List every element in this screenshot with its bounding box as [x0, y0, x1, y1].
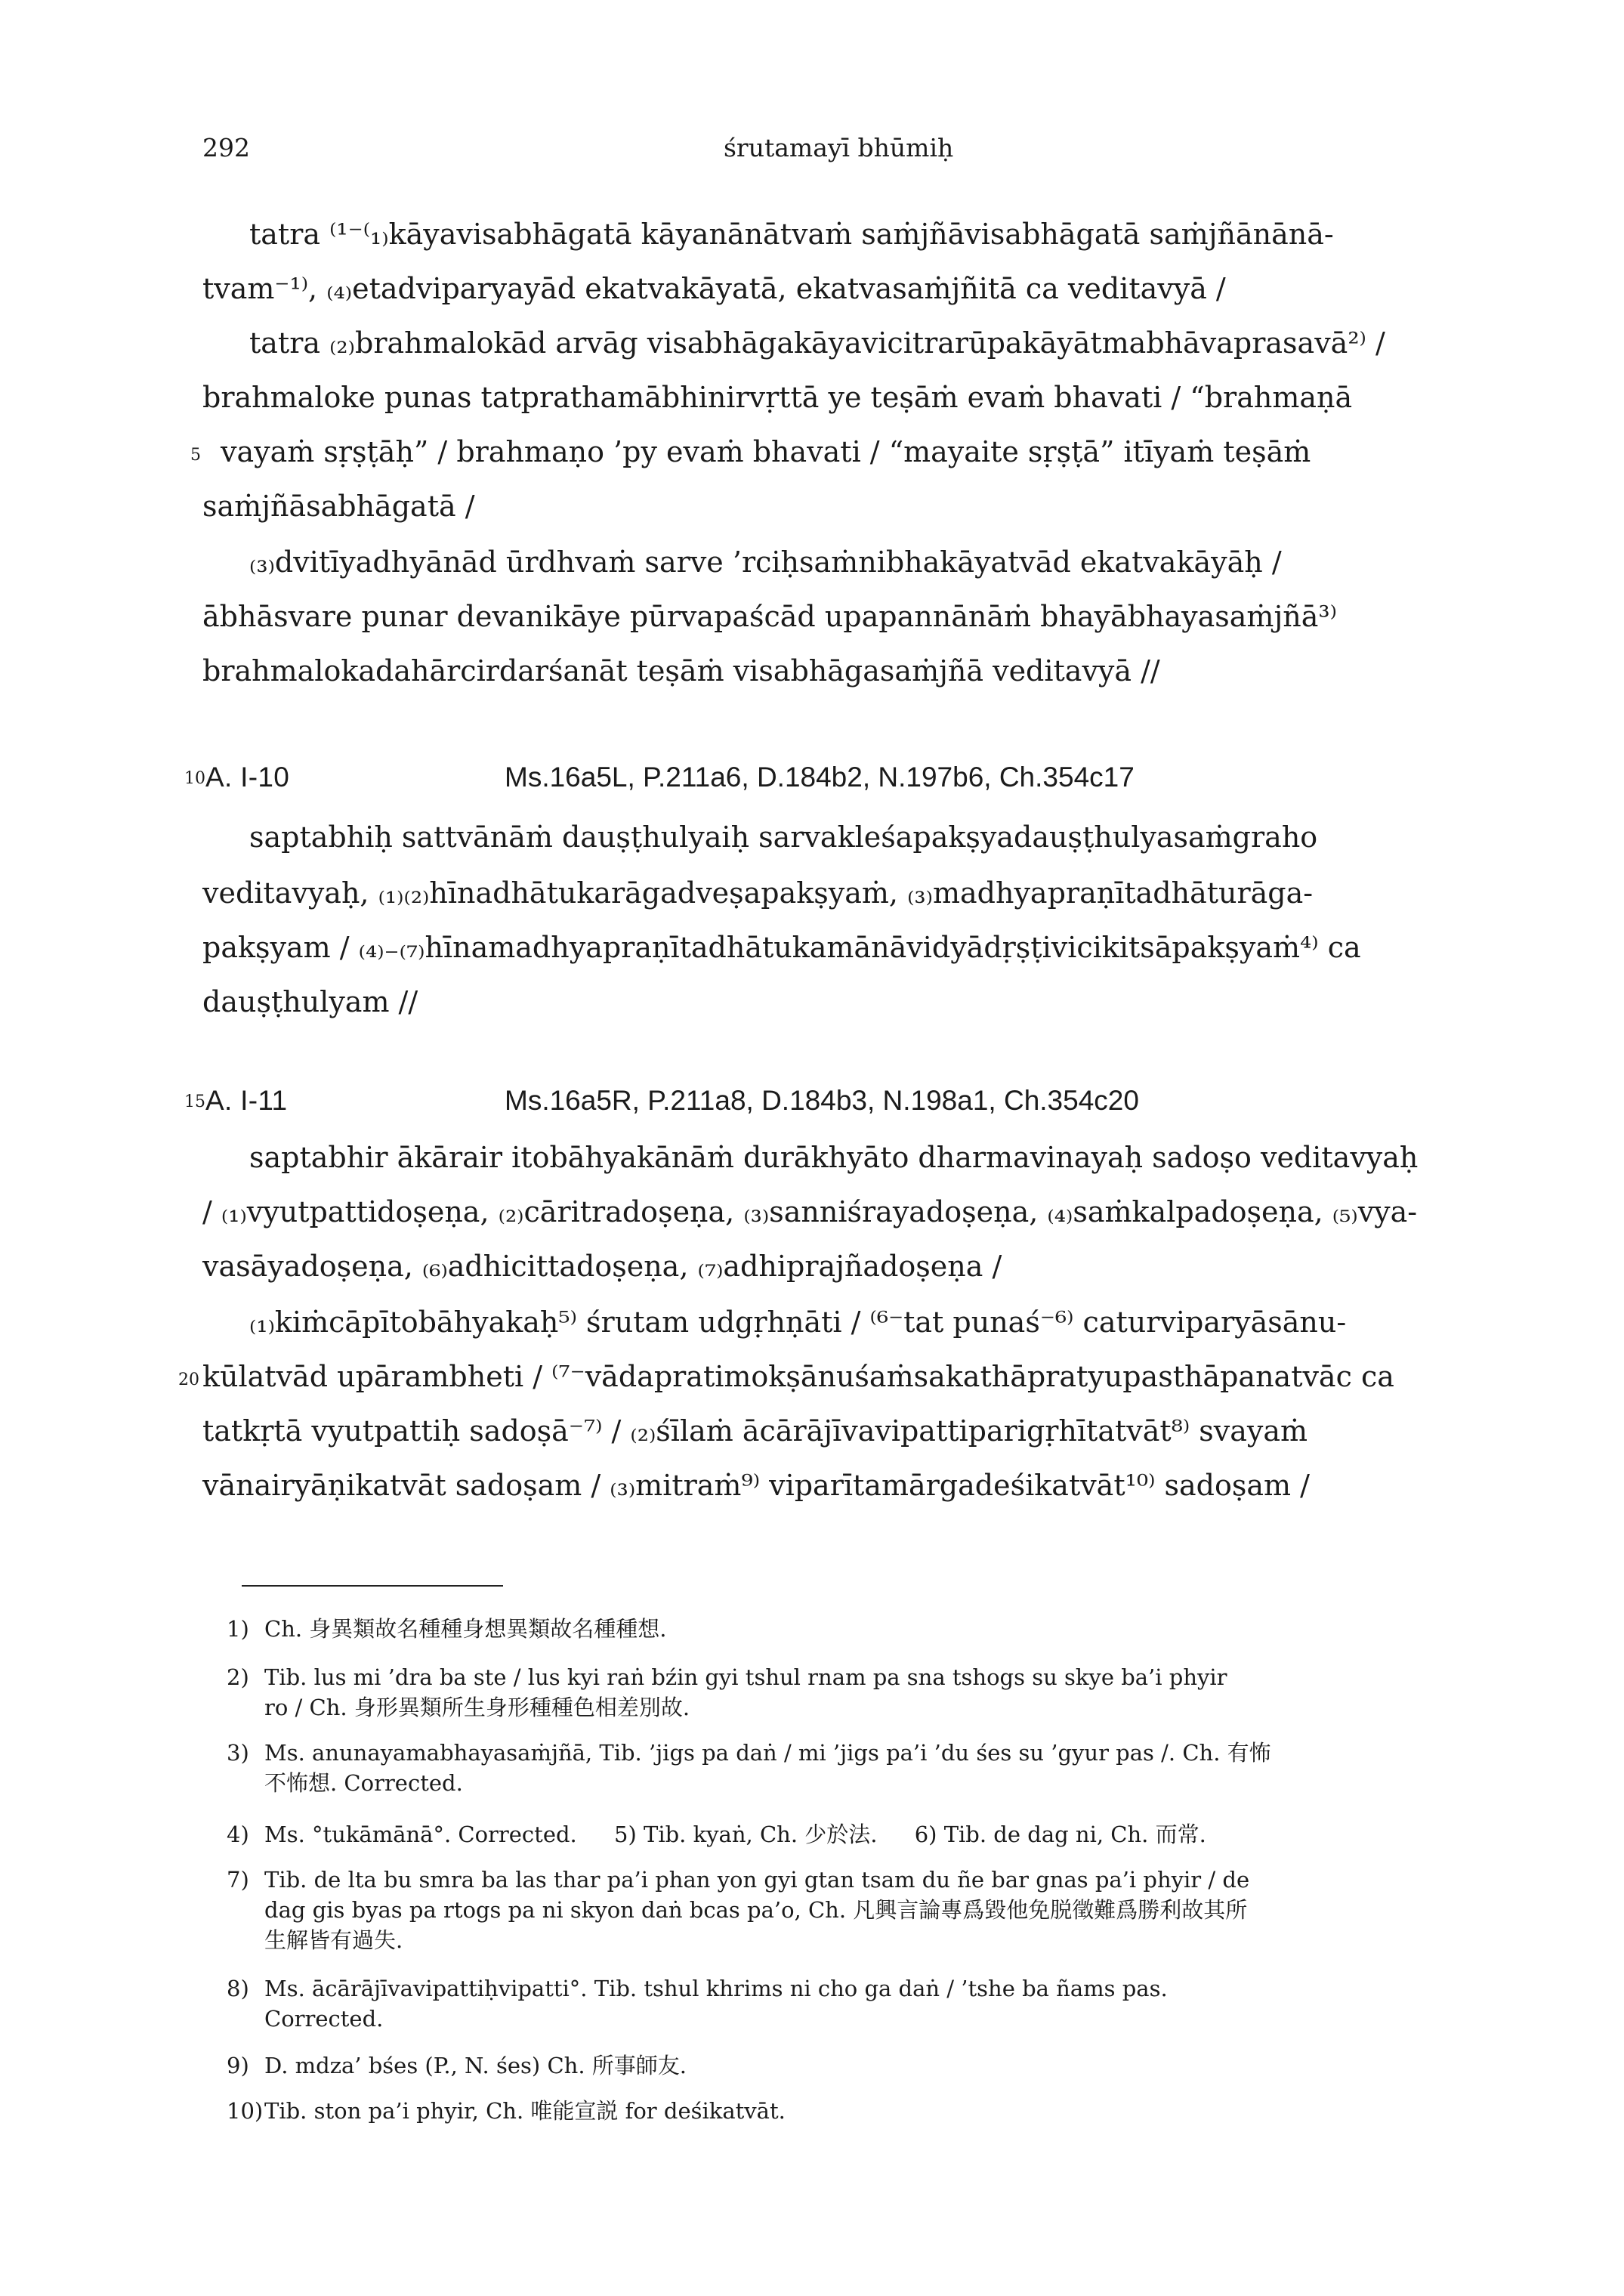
footnote-text: Tib. de lta bu smra ba las thar pa’i phan yon gyi gtan tsam du ñe bar gnas pa’i phyir / de — [264, 1867, 1250, 1893]
text-line: pakṣyam / ₍₄₎₋₍₇₎hīnamadhyapraṇītadhātukamānāvidyādṛṣṭivicikitsāpakṣyaṁ⁴⁾ ca — [202, 931, 1361, 964]
footnote-text: Ms. anunayamabhayasaṁjñā, Tib. ’jigs pa daṅ / mi ’jigs pa’i ’du śes su ’gyur pas /. Ch. 有怖 — [264, 1740, 1271, 1766]
footnote-text: 不怖想. Corrected. — [264, 1770, 463, 1796]
footnote-10 — [227, 2096, 1450, 2126]
text-line: ₍₁₎kiṁcāpītobāhyakaḥ⁵⁾ śrutam udgṛhṇāti / ⁽⁶⁻tat punaś⁻⁶⁾ caturviparyāsānu- — [249, 1306, 1347, 1339]
footnote-text: Ch. 身異類故名種種身想異類故名種種想. — [264, 1616, 667, 1642]
footnote-number: 7) — [227, 1867, 249, 1893]
footnote-number: 9) — [227, 2053, 249, 2078]
text-line: / ₍₁₎vyutpattidoṣeṇa, ₍₂₎cāritradoṣeṇa, ₍₃₎sanniśrayadoṣeṇa, ₍₄₎saṁkalpadoṣeṇa, ₍₅₎vya- — [202, 1195, 1418, 1228]
footnote-8 — [227, 1973, 1450, 2034]
text-line: ₍₃₎dvitīyadhyānād ūrdhvaṁ sarve ’rciḥsaṁnibhakāyatvād ekatvakāyāḥ / — [249, 545, 1282, 579]
page-number: 292 — [202, 133, 250, 162]
footnote-text: ro / Ch. 身形異類所生身形種種色相差別故. — [264, 1695, 690, 1720]
footnote-text: D. mdza’ bśes (P., N. śes) Ch. 所事師友. — [264, 2053, 687, 2078]
footnote-number: 8) — [227, 1976, 249, 2001]
section-reference: Ms.16a5L, P.211a6, D.184b2, N.197b6, Ch.354c17 — [505, 762, 1135, 793]
footnote-text: dag gis byas pa rtogs pa ni skyon daṅ bcas pa’o, Ch. 凡興言論專爲毀他免脱徵難爲勝利故其所 — [264, 1897, 1248, 1923]
footnote-text: Ms. ācārājīvavipattiḥvipatti°. Tib. tshul khrims ni cho ga daṅ / ’tshe ba ñams pas. — [264, 1976, 1168, 2001]
text-line: saptabhiḥ sattvānāṁ dauṣṭhulyaiḥ sarvakleśapakṣyadauṣṭhulyasaṁgraho — [249, 820, 1318, 854]
line-number: 20 — [178, 1370, 199, 1389]
line-number: 15 — [184, 1092, 205, 1111]
section-label: A. I-10 — [205, 762, 290, 793]
footnote-text: Tib. lus mi ’dra ba ste / lus kyi raṅ bźin gyi tshul rnam pa sna tshogs su skye ba’i phyir — [264, 1664, 1227, 1690]
footnote-2 — [227, 1662, 1450, 1723]
footnote-number: 4) — [227, 1822, 249, 1847]
text-line: kūlatvād upārambheti / ⁽⁷⁻vādapratimokṣānuśaṁsakathāpratyupasthāpanatvāc ca — [202, 1360, 1394, 1393]
line-number: 5 — [190, 446, 201, 465]
text-line: tatra ⁽¹⁻⁽₁₎kāyavisabhāgatā kāyanānātvaṁ saṁjñāvisabhāgatā saṁjñānānā- — [249, 218, 1334, 251]
text-line: vānairyāṇikatvāt sadoṣam / ₍₃₎mitraṁ⁹⁾ viparītamārgadeśikatvāt¹⁰⁾ sadoṣam / — [202, 1469, 1310, 1502]
footnote-rule — [242, 1585, 503, 1587]
text-line: saptabhir ākārair itobāhyakānāṁ durākhyāto dharmavinayaḥ sadoṣo veditavyaḥ — [249, 1141, 1419, 1174]
footnote-7 — [227, 1865, 1450, 1955]
footnote-text: 生解皆有過失. — [264, 1927, 403, 1953]
footnote-4-6 — [227, 1819, 1450, 1849]
footnote-9 — [227, 2050, 1450, 2081]
footnote-number: 5) — [614, 1822, 637, 1847]
section-label: A. I-11 — [205, 1085, 288, 1116]
text-line: vayaṁ sṛṣṭāḥ” / brahmaṇo ’py evaṁ bhavati / “mayaite sṛṣṭā” itīyaṁ teṣāṁ — [221, 435, 1311, 468]
text-line: ābhāsvare punar devanikāye pūrvapaścād upapannānāṁ bhayābhayasaṁjñā³⁾ — [202, 600, 1337, 633]
text-line: dauṣṭhulyam // — [202, 985, 418, 1018]
text-line: vasāyadoṣeṇa, ₍₆₎adhicittadoṣeṇa, ₍₇₎adhiprajñadoṣeṇa / — [202, 1250, 1002, 1283]
footnote-number: 2) — [227, 1664, 249, 1690]
text-line: tatra ₍₂₎brahmalokād arvāg visabhāgakāyavicitrarūpakāyātmabhāvaprasavā²⁾ / — [249, 326, 1385, 360]
text-line: brahmaloke punas tatprathamābhinirvṛttā ye teṣāṁ evaṁ bhavati / “brahmaṇā — [202, 381, 1353, 414]
running-title: śrutamayī bhūmiḥ — [724, 133, 954, 162]
footnote-text: Tib. de dag ni, Ch. 而常. — [943, 1822, 1206, 1847]
footnote-text: Tib. ston pa’i phyir, Ch. 唯能宣説 for deśikatvāt. — [264, 2098, 786, 2124]
footnote-3 — [227, 1738, 1450, 1798]
footnote-number: 10) — [227, 2098, 264, 2124]
text-line: saṁjñāsabhāgatā / — [202, 490, 475, 523]
text-line: brahmalokadahārcirdarśanāt teṣāṁ visabhāgasaṁjñā veditavyā // — [202, 654, 1160, 688]
footnote-text: Tib. kyaṅ, Ch. 少於法. — [643, 1822, 878, 1847]
footnote-number: 6) — [914, 1822, 937, 1847]
text-line: tvam⁻¹⁾, ₍₄₎etadviparyayād ekatvakāyatā, ekatvasaṁjñitā ca veditavyā / — [202, 272, 1226, 305]
footnote-number: 1) — [227, 1616, 249, 1642]
footnote-1 — [227, 1614, 1450, 1644]
text-line: veditavyaḥ, ₍₁₎₍₂₎hīnadhātukarāgadveṣapakṣyaṁ, ₍₃₎madhyapraṇītadhāturāga- — [202, 876, 1314, 910]
text-line: tatkṛtā vyutpattiḥ sadoṣā⁻⁷⁾ / ₍₂₎śīlaṁ ācārājīvavipattiparigṛhītatvāt⁸⁾ svayaṁ — [202, 1414, 1308, 1448]
footnote-number: 3) — [227, 1740, 249, 1766]
footnote-text: Ms. °tukāmānā°. Corrected. — [264, 1822, 577, 1847]
line-number: 10 — [184, 769, 205, 788]
section-reference: Ms.16a5R, P.211a8, D.184b3, N.198a1, Ch.354c20 — [505, 1085, 1139, 1116]
footnote-text: Corrected. — [264, 2006, 384, 2032]
